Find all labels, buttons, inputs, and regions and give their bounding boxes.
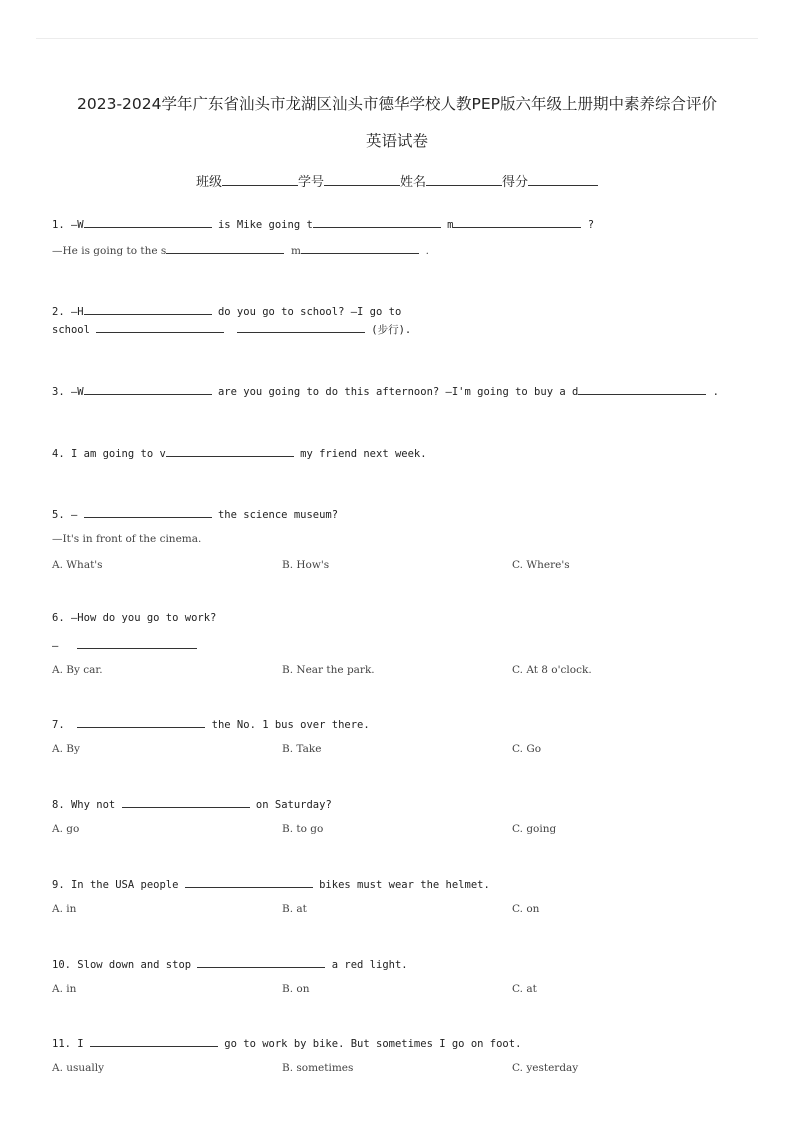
option-b[interactable]: B. How's (282, 559, 330, 571)
answer-blank[interactable] (301, 243, 419, 254)
student-info-row (0, 171, 794, 190)
question-8: 8. Why not on Saturday? (52, 799, 332, 811)
question-10: 10. Slow down and stop a red light. (52, 959, 408, 971)
answer-blank[interactable] (84, 507, 212, 518)
answer-blank[interactable] (84, 304, 212, 315)
question-5: 5. — the science museum? (52, 509, 339, 521)
score-label: 得分 (502, 175, 529, 190)
exam-subtitle: 英语试卷 (365, 132, 428, 150)
answer-blank[interactable] (578, 384, 706, 395)
option-c[interactable]: C. at (512, 983, 537, 995)
answer-blank[interactable] (84, 384, 212, 395)
question-6: 6. —How do you go to work? (52, 612, 217, 624)
option-a[interactable]: A. usually (52, 1062, 105, 1074)
option-b[interactable]: B. sometimes (282, 1062, 354, 1074)
answer-blank[interactable] (313, 217, 441, 228)
answer-blank[interactable] (453, 217, 581, 228)
question-3: 3. —W are you going to do this afternoon? —I'm going to buy a d . (52, 386, 719, 398)
question-5-line-2: —It's in front of the cinema. (52, 533, 202, 545)
option-c[interactable]: C. Go (512, 743, 542, 755)
option-a[interactable]: A. What's (52, 559, 103, 571)
answer-blank[interactable] (77, 638, 197, 649)
class-field[interactable] (222, 175, 298, 186)
exam-title: 2023-2024学年广东省汕头市龙湖区汕头市德华学校人教PEP版六年级上册期中素养综合评价 (77, 95, 717, 113)
option-b[interactable]: B. to go (282, 823, 324, 835)
option-b[interactable]: B. at (282, 903, 307, 915)
answer-blank[interactable] (90, 1036, 218, 1047)
option-b[interactable]: B. Take (282, 743, 322, 755)
answer-blank[interactable] (185, 877, 313, 888)
question-1: 1. —W is Mike going t m ? (52, 219, 595, 231)
answer-blank[interactable] (96, 322, 224, 333)
question-1-line-2: —He is going to the s m . (52, 245, 430, 257)
answer-blank[interactable] (77, 717, 205, 728)
answer-blank[interactable] (197, 957, 325, 968)
question-6-line-2: — (52, 638, 197, 652)
option-c[interactable]: C. Where's (512, 559, 570, 571)
page-top-rule (36, 38, 758, 39)
name-label: 姓名 (400, 175, 427, 190)
answer-blank[interactable] (122, 797, 250, 808)
question-2-line-2: school (步行). (52, 324, 412, 336)
answer-blank[interactable] (166, 243, 284, 254)
answer-blank[interactable] (84, 217, 212, 228)
class-label: 班级 (195, 175, 222, 190)
option-a[interactable]: A. By (52, 743, 80, 755)
option-c[interactable]: C. yesterday (512, 1062, 579, 1074)
option-c[interactable]: C. on (512, 903, 540, 915)
id-field[interactable] (324, 175, 400, 186)
question-2: 2. —H do you go to school? —I go to (52, 306, 402, 318)
option-c[interactable]: C. going (512, 823, 557, 835)
name-field[interactable] (426, 175, 502, 186)
option-b[interactable]: B. Near the park. (282, 664, 375, 676)
option-a[interactable]: A. in (52, 903, 77, 915)
question-11: 11. I go to work by bike. But sometimes I go on foot. (52, 1038, 522, 1050)
answer-blank[interactable] (237, 322, 365, 333)
score-field[interactable] (528, 175, 598, 186)
id-label: 学号 (297, 175, 324, 190)
question-4: 4. I am going to v my friend next week. (52, 448, 427, 460)
option-a[interactable]: A. in (52, 983, 77, 995)
option-c[interactable]: C. At 8 o'clock. (512, 664, 592, 676)
option-a[interactable]: A. By car. (52, 664, 103, 676)
option-a[interactable]: A. go (52, 823, 80, 835)
answer-blank[interactable] (166, 446, 294, 457)
question-7: 7. the No. 1 bus over there. (52, 719, 370, 731)
option-b[interactable]: B. on (282, 983, 310, 995)
question-9: 9. In the USA people bikes must wear the helmet. (52, 879, 490, 891)
